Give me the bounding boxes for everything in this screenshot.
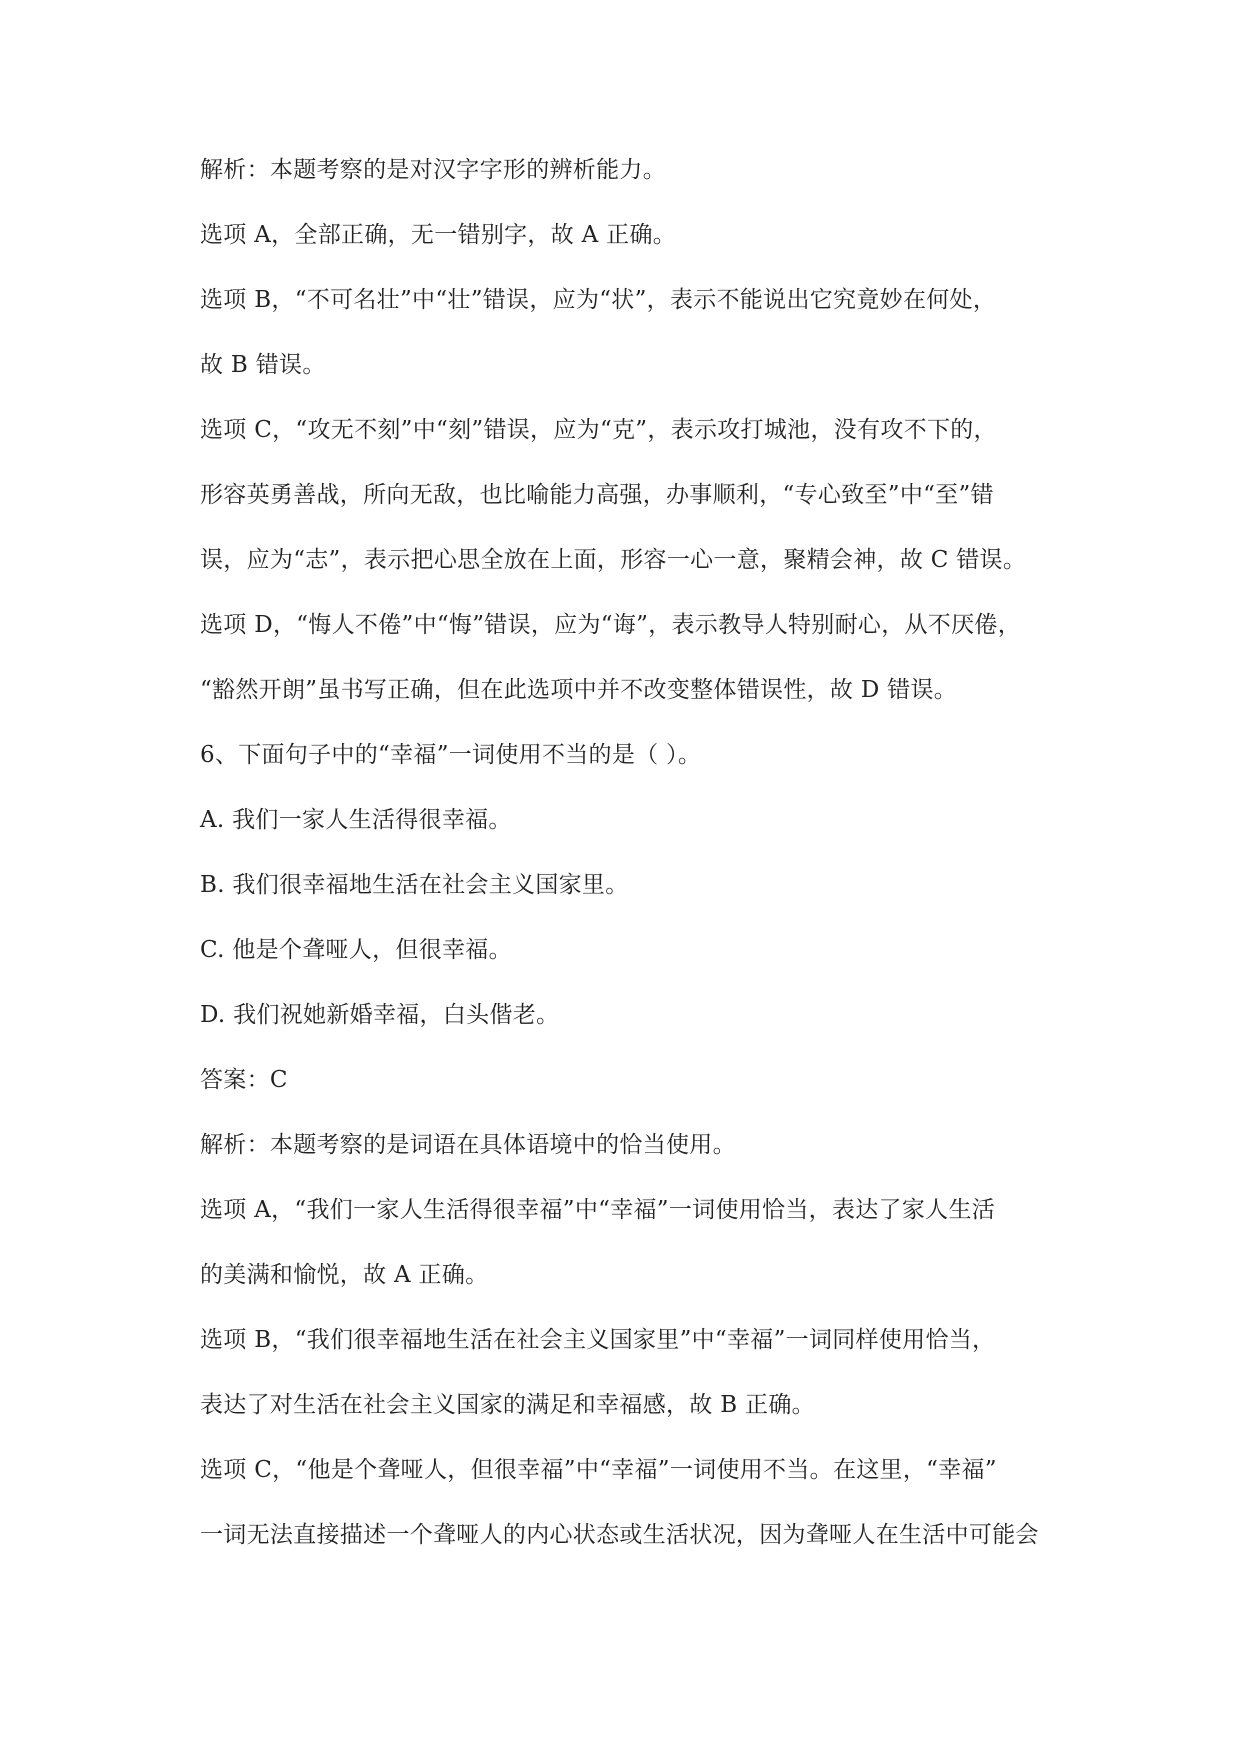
question-6-option-c: 选项 C，“他是个聋哑人，但很幸福”中“幸福”一词使用不当。在这里，“幸福” [200, 1457, 997, 1483]
question-6-option-a: 选项 A，“我们一家人生活得很幸福”中“幸福”一词使用恰当，表达了家人生活 [200, 1197, 996, 1223]
question-6-choice-d: D. 我们祝她新婚幸福，白头偕老。 [200, 1002, 560, 1028]
question-6-choice-c: C. 他是个聋哑人，但很幸福。 [200, 937, 512, 963]
question-6-analysis: 解析：本题考察的是词语在具体语境中的恰当使用。 [200, 1132, 736, 1158]
question-6-option-b-cont: 表达了对生活在社会主义国家的满足和幸福感，故 B 正确。 [200, 1392, 815, 1418]
question-6-option-c-cont: 一词无法直接描述一个聋哑人的内心状态或生活状况，因为聋哑人在生活中可能会 [200, 1522, 1039, 1548]
question-6-option-b: 选项 B，“我们很幸福地生活在社会主义国家里”中“幸福”一词同样使用恰当， [200, 1327, 996, 1353]
text-line-option-b-cont: 故 B 错误。 [200, 352, 326, 378]
question-6-option-a-cont: 的美满和愉悦，故 A 正确。 [200, 1262, 489, 1288]
question-6-answer: 答案：C [200, 1067, 288, 1093]
text-line-option-c-cont-2: 误，应为“志”，表示把心思全放在上面，形容一心一意，聚精会神，故 C 错误。 [200, 547, 1027, 573]
document-body [200, 138, 1100, 1568]
text-line-option-c: 选项 C，“攻无不刻”中“刻”错误，应为“克”，表示攻打城池，没有攻不下的， [200, 417, 997, 443]
text-line-option-d: 选项 D，“悔人不倦”中“悔”错误，应为“诲”，表示教导人特别耐心，从不厌倦， [200, 612, 1022, 638]
text-line-option-b: 选项 B，“不可名壮”中“壮”错误，应为“状”，表示不能说出它究竟妙在何处， [200, 287, 997, 313]
question-6-choice-b: B. 我们很幸福地生活在社会主义国家里。 [200, 872, 629, 898]
text-line-analysis-q5: 解析：本题考察的是对汉字字形的辨析能力。 [200, 157, 666, 183]
question-6-choice-a: A. 我们一家人生活得很幸福。 [200, 807, 512, 833]
question-6-stem: 6、下面句子中的“幸福”一词使用不当的是（ ）。 [200, 742, 702, 768]
text-line-option-c-cont-1: 形容英勇善战，所向无敌，也比喻能力高强，办事顺利，“专心致至”中“至”错 [200, 482, 994, 508]
text-line-option-a: 选项 A，全部正确，无一错别字，故 A 正确。 [200, 222, 677, 248]
text-line-option-d-cont: “豁然开朗”虽书写正确，但在此选项中并不改变整体错误性，故 D 错误。 [200, 677, 958, 703]
